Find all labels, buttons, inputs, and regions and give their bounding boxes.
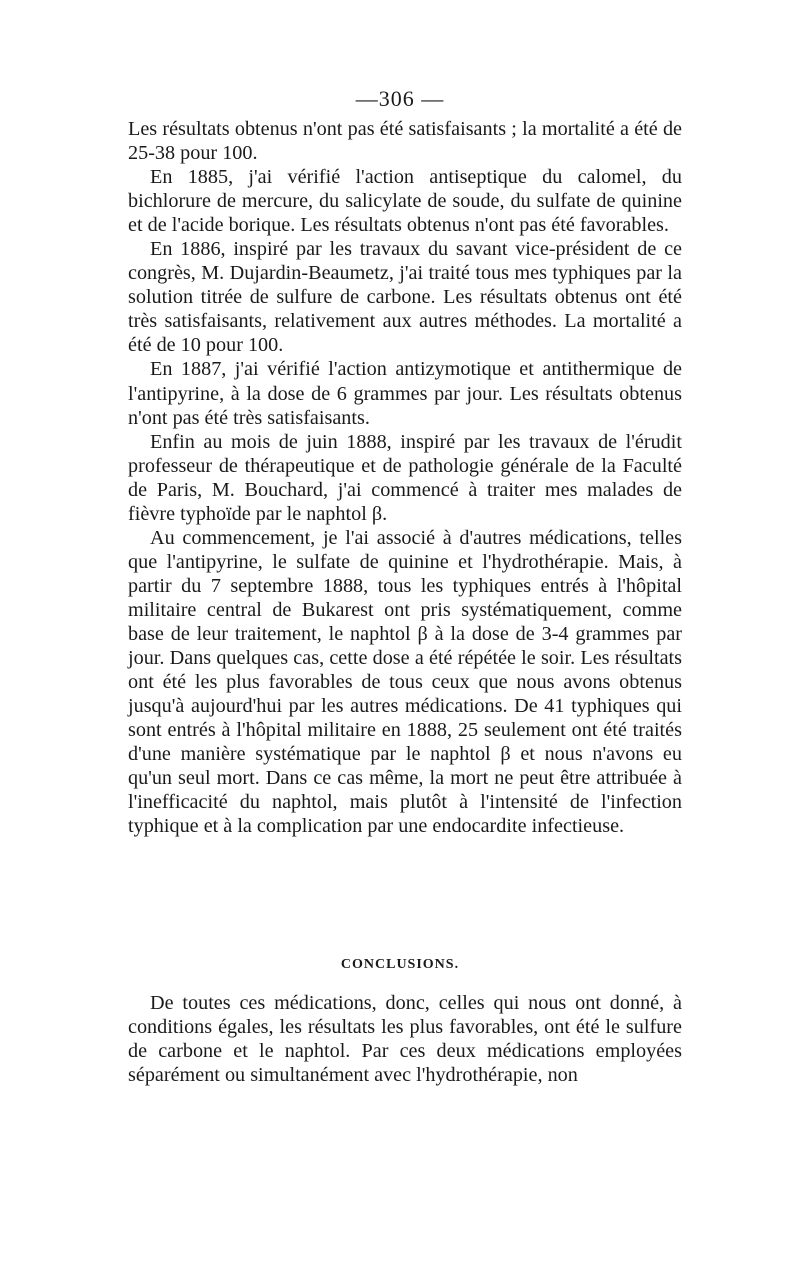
paragraph-1888: Enfin au mois de juin 1888, inspiré par les travaux de l'érudit professeur de thérapeutique et de pathologie générale de la Faculté de Paris, M. Bouchard, j'ai commencé à traiter mes malades de fièvre typhoïde par le naphtol β. <box>128 430 682 525</box>
page-number: —306 — <box>355 86 445 111</box>
paragraph-naphtol-treatment: Au commencement, je l'ai associé à d'autres médications, telles que l'antipyrine, le sulfate de quinine et l'hydrothérapie. Mais, à partir du 7 septembre 1888, tous les typhiques entrés à l'hôpital militaire central de Bukarest ont pris systématiquement, comme base de leur traitement, le naphtol β à la dose de 3-4 grammes par jour. Dans quelques cas, cette dose a été répétée le soir. Les résultats ont été les plus favorables de tous ceux que nous avons obtenus jusqu'à aujourd'hui par les autres médications. De 41 typhiques qui sont entrés à l'hôpital militaire en 1888, 25 seulement ont été traités d'une manière systématique par le naphtol β et nous n'avons eu qu'un seul mort. Dans ce cas même, la mort ne peut être attribuée à l'inefficacité du naphtol, mais plutôt à l'intensité de l'infection typhique et à la complication par une endocardite infectieuse. <box>128 526 682 838</box>
paragraph-1886: En 1886, inspiré par les travaux du savant vice-président de ce congrès, M. Dujardin-Beaumetz, j'ai traité tous mes typhiques par la solution titrée de sulfure de carbone. Les résultats obtenus ont été très satisfaisants, relativement aux autres méthodes. La mortalité a été de 10 pour 100. <box>128 238 682 357</box>
main-text <box>128 117 682 838</box>
paragraph-results-mortality: Les résultats obtenus n'ont pas été satisfaisants ; la mortalité a été de 25-38 pour 100. <box>128 118 682 165</box>
section-heading-conclusions: CONCLUSIONS. <box>340 957 460 972</box>
paragraph-1885: En 1885, j'ai vérifié l'action antiseptique du calomel, du bichlorure de mercure, du salicylate de soude, du sulfate de quinine et de l'acide borique. Les résultats obtenus n'ont pas été favorables. <box>128 166 682 237</box>
paragraph-1887: En 1887, j'ai vérifié l'action antizymotique et antithermique de l'antipyrine, à la dose de 6 grammes par jour. Les résultats obtenus n'ont pas été très satisfaisants. <box>128 358 682 429</box>
paragraph-conclusions: De toutes ces médications, donc, celles qui nous ont donné, à conditions égales, les résultats les plus favorables, ont été le sulfure de carbone et le naphtol. Par ces deux médications employées séparément ou simultanément avec l'hydrothérapie, non <box>128 992 682 1087</box>
conclusions-text <box>128 991 682 1087</box>
